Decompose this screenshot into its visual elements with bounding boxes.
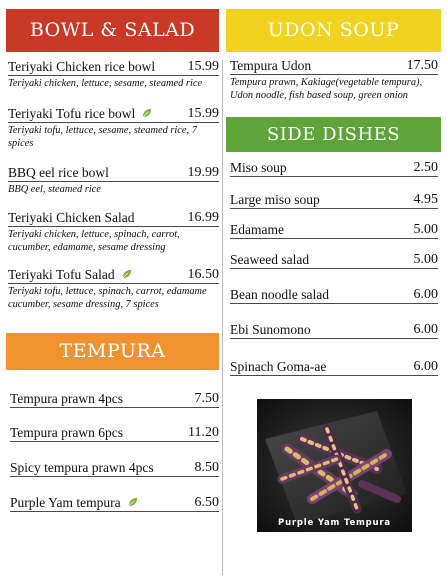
item-price: 15.99	[187, 106, 219, 121]
item-price: 6.00	[413, 322, 438, 337]
item-description: BBQ eel, steamed rice	[8, 184, 101, 195]
item-name: Bean noodle salad	[230, 287, 329, 302]
menu-item	[8, 59, 219, 91]
section-header-udon-soup: UDON SOUP	[226, 9, 441, 52]
leaf-icon	[127, 497, 138, 508]
item-name: Teriyaki Tofu rice bowl	[8, 106, 136, 121]
item-name: Tempura prawn 6pcs	[10, 425, 124, 440]
menu-item	[230, 192, 438, 209]
section-header-bowl-salad: BOWL & SALAD	[6, 9, 219, 52]
item-price: 6.00	[413, 359, 438, 374]
item-price: 16.50	[187, 267, 219, 282]
menu-item	[8, 210, 219, 254]
item-price: 15.99	[187, 59, 219, 74]
item-name: Spicy tempura prawn 4pcs	[10, 460, 154, 475]
item-description: Teriyaki tofu, lettuce, spinach, carrot, edamame cucumber, sesame dressing, 7 spices	[8, 286, 207, 310]
item-name: Teriyaki Tofu Salad	[8, 267, 115, 282]
item-name: Purple Yam tempura	[10, 495, 121, 510]
item-name: Spinach Goma-ae	[230, 359, 327, 374]
leaf-icon	[121, 269, 132, 280]
item-description: Teriyaki chicken, lettuce, spinach, carrot, cucumber, edamame, sesame dressing	[8, 229, 180, 253]
item-price: 6.50	[194, 495, 219, 510]
item-name: Edamame	[230, 222, 284, 237]
item-name-wrap	[8, 106, 152, 121]
purple-yam-tempura-photo	[257, 399, 412, 532]
item-price: 16.99	[187, 210, 219, 225]
item-description: Teriyaki tofu, lettuce, sesame, steamed rice, 7 spices	[8, 125, 197, 149]
leaf-icon	[141, 108, 152, 119]
item-price: 5.00	[413, 222, 438, 237]
item-name: Teriyaki Chicken rice bowl	[8, 59, 156, 74]
item-price: 2.50	[413, 160, 438, 175]
menu-item	[230, 359, 438, 376]
photo-illustration	[257, 399, 412, 532]
item-name: Seaweed salad	[230, 252, 310, 267]
section-header-tempura: TEMPURA	[6, 333, 219, 370]
menu-item	[10, 495, 219, 512]
menu-item	[230, 222, 438, 239]
menu-item	[230, 252, 438, 269]
menu-item	[230, 322, 438, 339]
menu-item	[230, 160, 438, 177]
item-price: 8.50	[194, 460, 219, 475]
item-name: Large miso soup	[230, 192, 320, 207]
section-header-side-dishes: SIDE DISHES	[226, 117, 441, 152]
item-price: 17.50	[406, 58, 438, 73]
item-price: 7.50	[194, 391, 219, 406]
item-name: BBQ eel rice bowl	[8, 165, 109, 180]
menu-item	[230, 58, 438, 102]
item-description: Tempura prawn, Kakiage(vegetable tempura), Udon noodle, fish based soup, green onion	[230, 77, 423, 101]
item-name-wrap	[8, 267, 132, 282]
item-price: 5.00	[413, 252, 438, 267]
item-name: Tempura prawn 4pcs	[10, 391, 124, 406]
item-name: Teriyaki Chicken Salad	[8, 210, 135, 225]
menu-item	[8, 165, 219, 197]
column-divider	[222, 60, 223, 575]
menu-item	[10, 425, 219, 442]
item-price: 19.99	[187, 165, 219, 180]
item-name: Tempura Udon	[230, 58, 312, 73]
item-price: 4.95	[413, 192, 438, 207]
menu-item	[10, 460, 219, 477]
menu-item	[10, 391, 219, 408]
menu-item	[8, 106, 219, 150]
item-name: Ebi Sunomono	[230, 322, 311, 337]
item-name-wrap	[10, 495, 138, 510]
menu-item	[8, 267, 219, 311]
item-price: 11.20	[188, 425, 219, 440]
item-description: Teriyaki chicken, lettuce, sesame, steamed rice	[8, 78, 203, 89]
menu-item	[230, 287, 438, 304]
item-price: 6.00	[413, 287, 438, 302]
item-name: Miso soup	[230, 160, 287, 175]
photo-caption: Purple Yam Tempura	[278, 518, 391, 528]
